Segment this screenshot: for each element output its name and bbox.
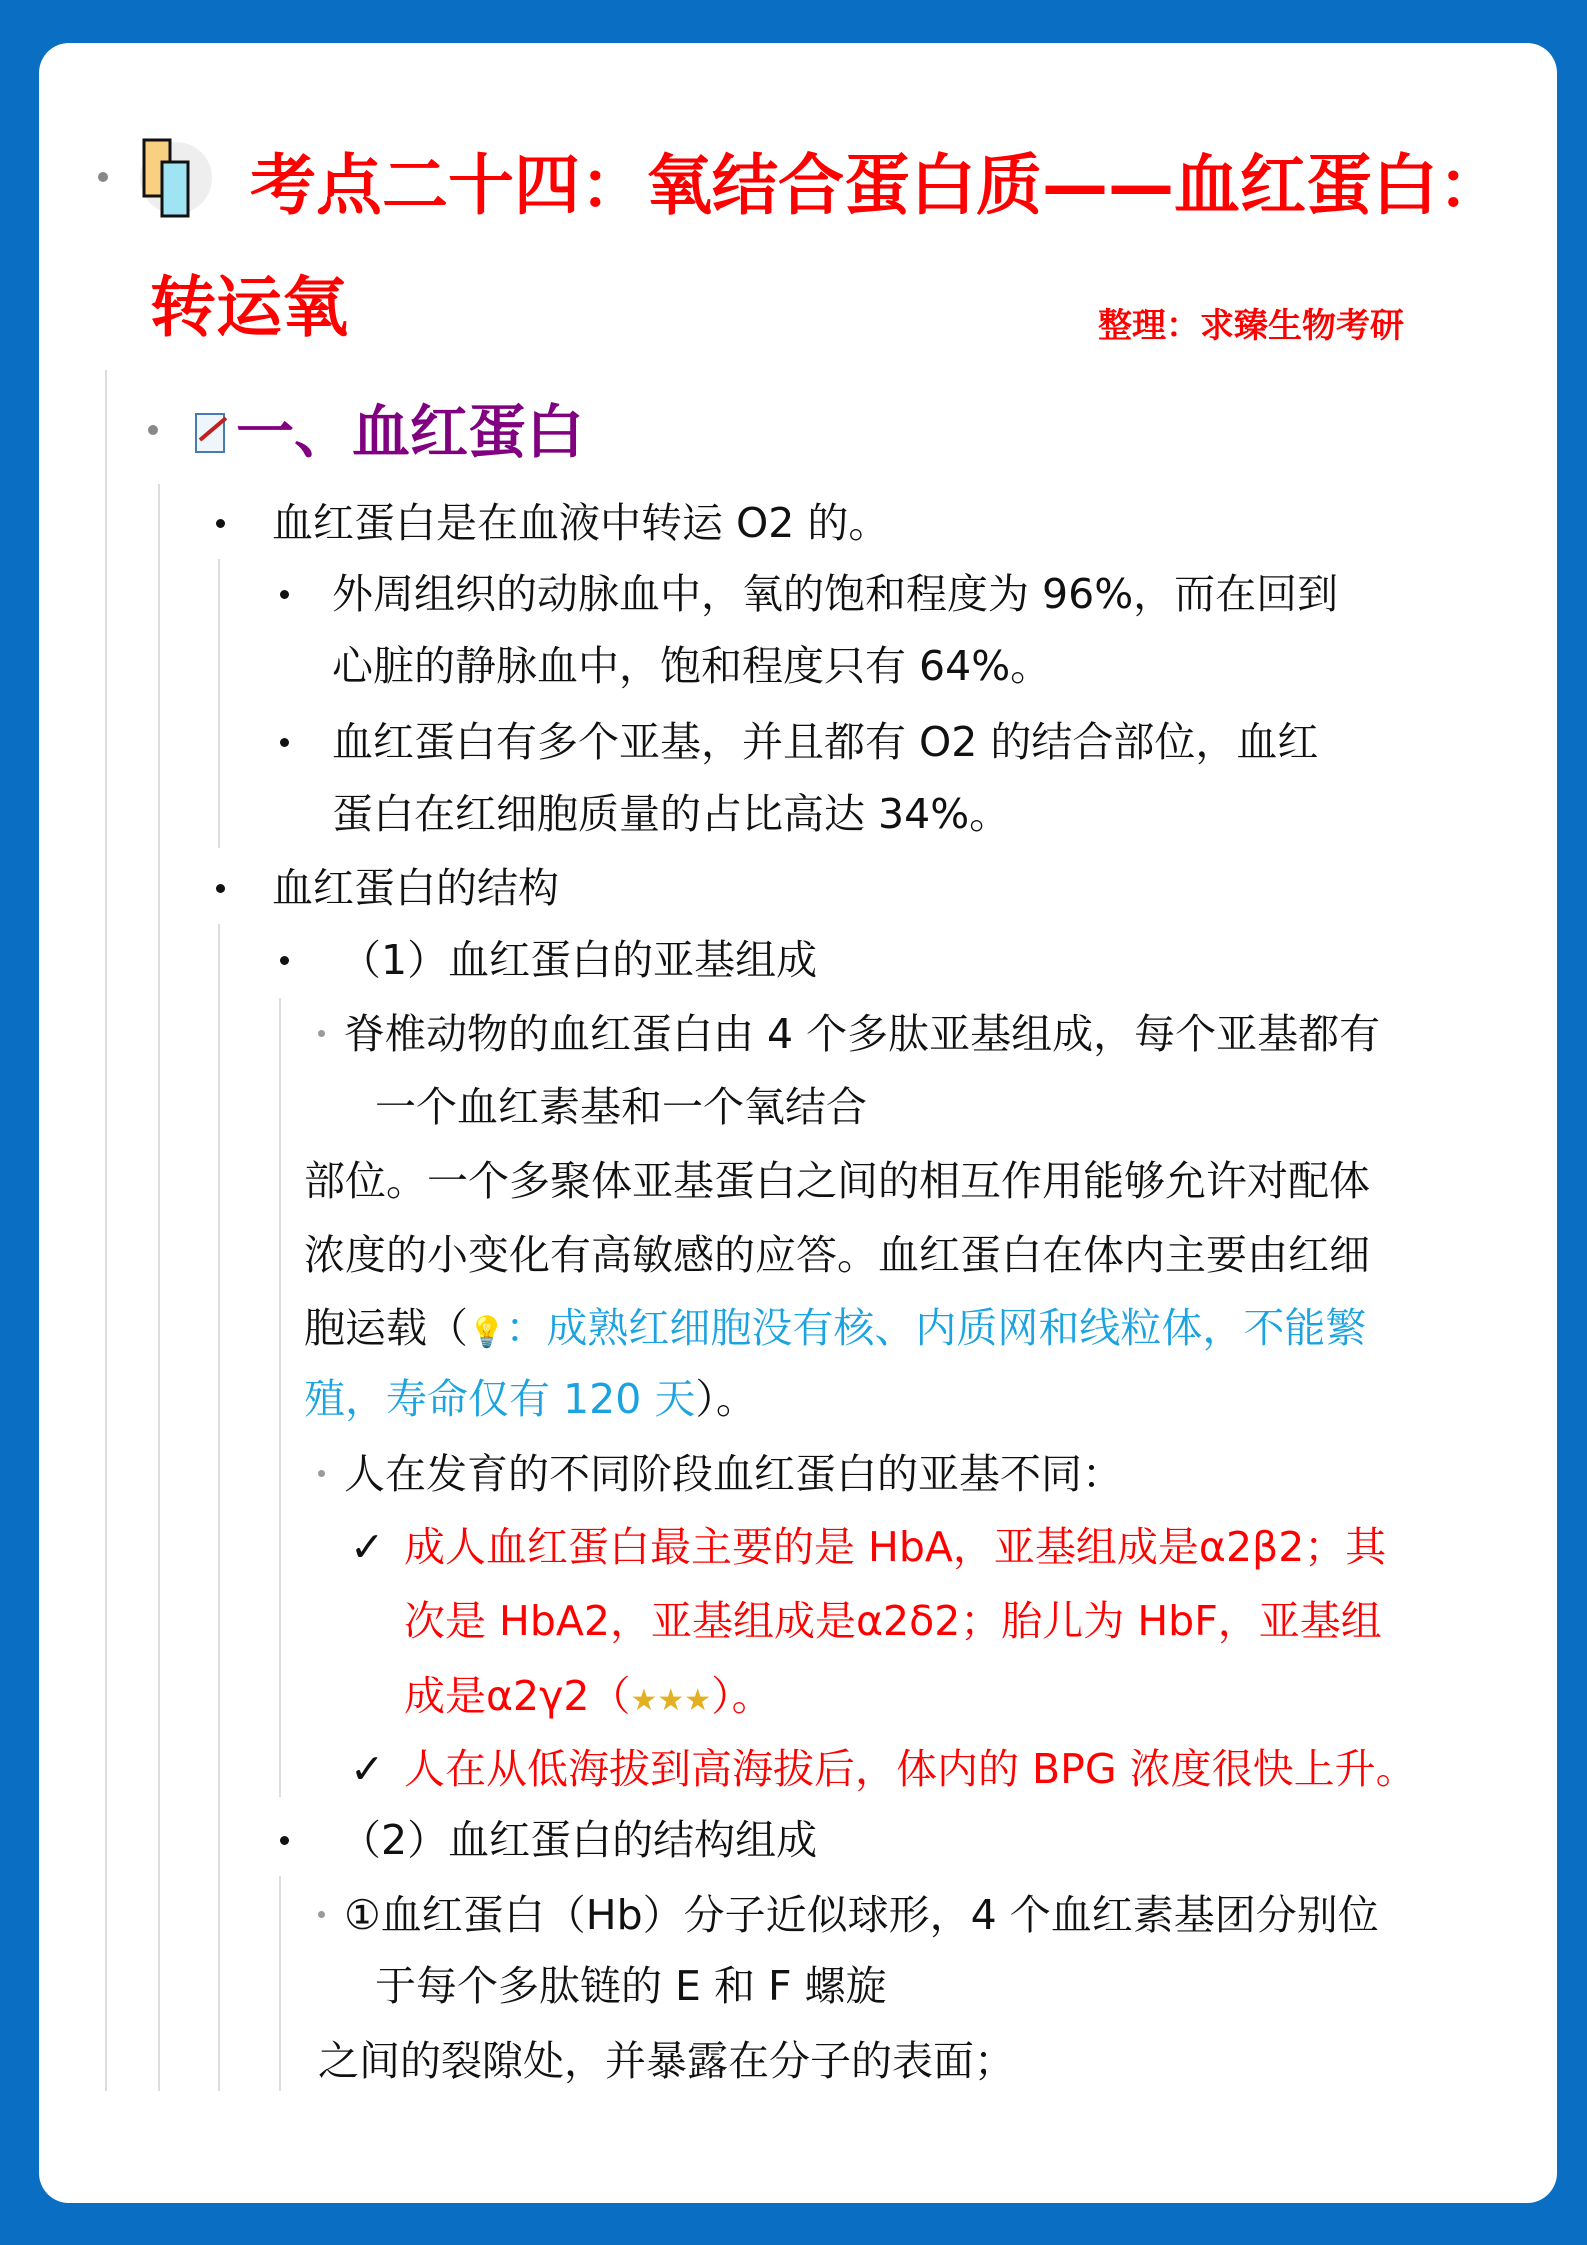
note-text: 殖，寿命仅有 120 天 [304, 1375, 696, 1423]
bullet [216, 884, 225, 893]
outline-guide [279, 998, 281, 1797]
outline-guide [218, 924, 220, 2091]
bullet [280, 1836, 289, 1845]
text-line: 人在从低海拔到高海拔后，体内的 BPG 浓度很快上升。 [404, 1745, 1417, 1793]
star-rating: ★★★ [630, 1683, 712, 1718]
text-span: 胞运载（ [304, 1304, 468, 1352]
check-icon: ✓ [350, 1745, 385, 1793]
text-line: 于每个多肽链的 E 和 F 螺旋 [375, 1962, 887, 2010]
text-span: ）。 [711, 1672, 773, 1720]
text-line: 之间的裂隙处，并暴露在分子的表面； [318, 2037, 1015, 2085]
bullet [318, 1470, 325, 1477]
memo-icon [192, 408, 230, 454]
note-text: ：成熟红细胞没有核、内质网和线粒体，不能繁 [505, 1304, 1367, 1352]
section-heading: 一、血红蛋白 [236, 398, 585, 466]
text-line: 脊椎动物的血红蛋白由 4 个多肽亚基组成，每个亚基都有 [344, 1010, 1381, 1058]
text-line: 心脏的静脉血中，饱和程度只有 64%。 [332, 642, 1052, 690]
bullet [148, 425, 158, 435]
bullet [318, 1911, 325, 1918]
books-icon [140, 138, 212, 218]
check-icon: ✓ [350, 1523, 385, 1571]
text-line: 外周组织的动脉血中，氧的饱和程度为 96%，而在回到 [332, 570, 1339, 618]
credit: 整理：求臻生物考研 [1098, 306, 1404, 346]
outline-guide [105, 370, 107, 2091]
text-line: （1）血红蛋白的亚基组成 [340, 936, 818, 984]
text-span: ）。 [695, 1375, 757, 1423]
bullet [280, 590, 289, 599]
bullet [98, 172, 108, 182]
bullet [280, 956, 289, 965]
outline-guide [279, 1876, 281, 2091]
text-line: 血红蛋白有多个亚基，并且都有 O2 的结合部位，血红 [332, 718, 1319, 766]
text-line: 血红蛋白是在血液中转运 O2 的。 [272, 499, 890, 547]
text-line: ①血红蛋白（Hb）分子近似球形，4 个血红素基团分别位 [344, 1891, 1379, 1939]
text-line [404, 1666, 773, 1731]
text-line [304, 1298, 1366, 1363]
bullet [216, 519, 225, 528]
lightbulb-icon: 💡 [468, 1315, 506, 1350]
text-line: 次是 HbA2，亚基组成是α2δ2；胎儿为 HbF，亚基组 [404, 1597, 1382, 1645]
outline-guide [158, 484, 160, 2091]
outline-guide [218, 559, 220, 848]
text-line: 部位。一个多聚体亚基蛋白之间的相互作用能够允许对配体 [304, 1157, 1370, 1205]
text-line: 血红蛋白的结构 [272, 864, 559, 912]
page-title-cont: 转运氧 [150, 269, 348, 346]
text-line: 人在发育的不同阶段血红蛋白的亚基不同： [344, 1450, 1123, 1498]
text-line: 浓度的小变化有高敏感的应答。血红蛋白在体内主要由红细 [304, 1231, 1370, 1279]
text-line: （2）血红蛋白的结构组成 [340, 1816, 818, 1864]
text-line: 蛋白在红细胞质量的占比高达 34%。 [332, 790, 1011, 838]
text-line: 一个血红素基和一个氧结合 [375, 1083, 867, 1131]
text-span: 成是α2γ2（ [404, 1672, 631, 1720]
bullet [318, 1030, 325, 1037]
text-line: 成人血红蛋白最主要的是 HbA，亚基组成是α2β2；其 [404, 1523, 1387, 1571]
bullet [280, 738, 289, 747]
text-line [304, 1369, 757, 1429]
page-title: 考点二十四：氧结合蛋白质——血红蛋白： [250, 147, 1504, 224]
